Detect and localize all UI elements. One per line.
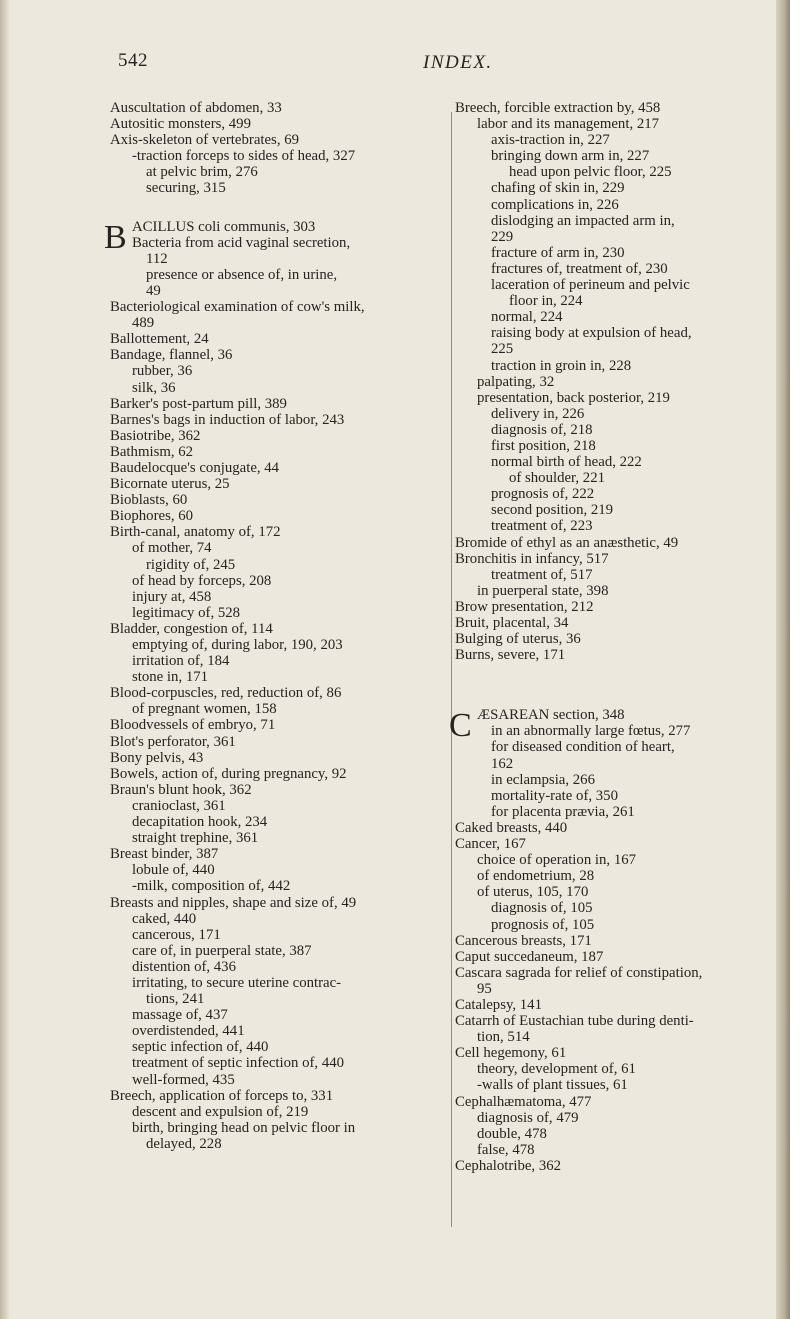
index-column-left xyxy=(104,100,455,1152)
index-entry xyxy=(455,981,790,997)
index-entry-text: traction in groin in, 228 xyxy=(491,357,632,374)
index-entry-text: laceration of perineum and pelvic xyxy=(491,277,690,294)
index-entry xyxy=(110,1104,455,1120)
index-entry xyxy=(455,116,790,132)
index-entry-text: Bathmism, 62 xyxy=(110,443,194,460)
index-entry xyxy=(110,540,455,556)
index-entry-text: Caput succedaneum, 187 xyxy=(455,948,604,965)
index-entry xyxy=(455,518,790,534)
index-entry xyxy=(110,959,455,975)
index-entry xyxy=(110,637,455,653)
index-entry-text: Brow presentation, 212 xyxy=(455,598,594,615)
index-entry-text: cranioclast, 361 xyxy=(132,797,226,814)
index-entry-text: Breasts and nipples, shape and size of, 49 xyxy=(110,894,357,911)
index-entry-text: Bowels, action of, during pregnancy, 92 xyxy=(110,765,347,782)
index-entry xyxy=(110,862,455,878)
index-entry xyxy=(110,782,455,798)
index-entry-text: labor and its management, 217 xyxy=(477,116,660,133)
index-entry xyxy=(455,1029,790,1045)
index-entry xyxy=(455,1110,790,1126)
index-entry-text: Catalepsy, 141 xyxy=(455,996,542,1013)
index-entry xyxy=(455,390,790,406)
index-entry-text: injury at, 458 xyxy=(132,588,212,605)
index-entry xyxy=(455,933,790,949)
index-entry-text: Bladder, congestion of, 114 xyxy=(110,620,273,637)
index-entry xyxy=(110,589,455,605)
index-entry-text: treatment of septic infection of, 440 xyxy=(132,1055,345,1072)
index-entry-text: descent and expulsion of, 219 xyxy=(132,1103,309,1120)
index-entry-text: Bandage, flannel, 36 xyxy=(110,347,233,364)
index-entry xyxy=(110,100,455,116)
index-entry-text: Breast binder, 387 xyxy=(110,846,219,863)
index-entry xyxy=(455,100,790,116)
index-entry xyxy=(455,438,790,454)
index-entry xyxy=(110,331,455,347)
index-entry xyxy=(455,1126,790,1142)
index-entry-text: Bioblasts, 60 xyxy=(110,492,188,509)
index-entry-text: overdistended, 441 xyxy=(132,1023,245,1040)
index-entry-text: Cell hegemony, 61 xyxy=(455,1045,567,1062)
index-entry-text: Cancer, 167 xyxy=(455,836,526,853)
index-entry xyxy=(110,396,455,412)
index-entry-text: Cancerous breasts, 171 xyxy=(455,932,592,949)
running-head: INDEX. xyxy=(423,52,493,73)
index-entry-text: of shoulder, 221 xyxy=(509,470,605,487)
index-entry xyxy=(455,723,790,739)
index-entry-text: Bicornate uterus, 25 xyxy=(110,476,230,493)
index-entry-text: Breech, forcible extraction by, 458 xyxy=(455,100,661,116)
index-entry-text: irritation of, 184 xyxy=(132,653,230,670)
index-entry-text: Barnes's bags in induction of labor, 243 xyxy=(110,411,345,428)
index-entry-text: Baudelocque's conjugate, 44 xyxy=(110,459,280,476)
index-entry xyxy=(110,669,455,685)
drop-cap-letter: C xyxy=(449,707,472,745)
index-entry xyxy=(110,1136,455,1152)
index-entry-text: Cephalotribe, 362 xyxy=(455,1157,562,1174)
index-entry xyxy=(110,347,455,363)
index-entry xyxy=(455,309,790,325)
index-entry-text: Cephalhæmatoma, 477 xyxy=(455,1093,592,1110)
index-entry-text: in an abnormally large fœtus, 277 xyxy=(491,723,691,740)
index-entry xyxy=(455,739,790,755)
index-entry xyxy=(455,583,790,599)
index-entry-text: presentation, back posterior, 219 xyxy=(477,389,670,406)
index-entry xyxy=(110,116,455,132)
index-entry-text: bringing down arm in, 227 xyxy=(491,148,650,165)
index-entry-text: raising body at expulsion of head, xyxy=(491,325,692,342)
index-entry-text: -walls of plant tissues, 61 xyxy=(477,1077,628,1094)
index-entry-text: head upon pelvic floor, 225 xyxy=(509,164,672,181)
index-entry xyxy=(455,615,790,631)
index-entry-text: tions, 241 xyxy=(146,991,205,1008)
index-entry xyxy=(455,852,790,868)
index-entry xyxy=(455,804,790,820)
index-entry-text: Breech, application of forceps to, 331 xyxy=(110,1087,334,1104)
index-entry xyxy=(110,508,455,524)
index-entry-text: chafing of skin in, 229 xyxy=(491,180,625,197)
index-entry xyxy=(455,1061,790,1077)
index-entry xyxy=(455,261,790,277)
index-entry-text: 95 xyxy=(477,980,492,997)
index-entry xyxy=(110,701,455,717)
index-entry xyxy=(455,164,790,180)
index-entry xyxy=(455,868,790,884)
index-entry-text: 489 xyxy=(132,315,155,332)
index-entry xyxy=(455,1045,790,1061)
index-entry xyxy=(110,557,455,573)
index-entry-text: Burns, severe, 171 xyxy=(455,647,566,664)
index-entry xyxy=(455,788,790,804)
index-entry-text: Caked breasts, 440 xyxy=(455,819,568,836)
index-entry-text: Autositic monsters, 499 xyxy=(110,116,251,133)
index-entry xyxy=(455,132,790,148)
index-entry-text: legitimacy of, 528 xyxy=(132,604,241,621)
index-entry xyxy=(110,1007,455,1023)
index-entry xyxy=(110,267,455,283)
index-entry xyxy=(455,197,790,213)
index-entry-text: Barker's post-partum pill, 389 xyxy=(110,395,287,412)
index-entry-text: Bloodvessels of embryo, 71 xyxy=(110,717,276,734)
index-entry-text: birth, bringing head on pelvic floor in xyxy=(132,1119,356,1136)
index-entry-text: floor in, 224 xyxy=(509,293,583,310)
index-entry-text: caked, 440 xyxy=(132,910,197,927)
index-entry-text: rubber, 36 xyxy=(132,363,193,380)
index-entry xyxy=(455,486,790,502)
index-entry xyxy=(110,460,455,476)
index-entry-text: Ballottement, 24 xyxy=(110,331,209,348)
index-entry xyxy=(455,599,790,615)
index-entry-text: well-formed, 435 xyxy=(132,1071,235,1088)
index-entry-text: Bulging of uterus, 36 xyxy=(455,631,581,648)
index-entry-text: dislodging an impacted arm in, xyxy=(491,212,675,229)
index-entry xyxy=(110,251,455,267)
index-entry xyxy=(110,975,455,991)
index-entry-text: irritating, to secure uterine contrac- xyxy=(132,974,342,991)
index-entry xyxy=(455,900,790,916)
page-gutter-shadow xyxy=(0,0,10,1319)
index-entry-text: tion, 514 xyxy=(477,1029,530,1046)
index-entry-text: in eclampsia, 266 xyxy=(491,771,595,788)
index-entry-text: 49 xyxy=(146,282,161,299)
index-entry-text: of endometrium, 28 xyxy=(477,868,595,885)
index-entry xyxy=(110,148,455,164)
index-entry xyxy=(455,820,790,836)
index-entry-text: normal, 224 xyxy=(491,309,563,326)
index-entry xyxy=(110,363,455,379)
index-entry-text: prognosis of, 222 xyxy=(491,486,595,503)
index-entry-text: Cascara sagrada for relief of constipation, xyxy=(455,964,703,981)
index-entry xyxy=(110,1023,455,1039)
index-entry xyxy=(455,997,790,1013)
index-entry-text: straight trephine, 361 xyxy=(132,830,259,847)
index-entry xyxy=(110,1039,455,1055)
index-entry xyxy=(455,213,790,229)
index-entry-text: axis-traction in, 227 xyxy=(491,132,610,149)
index-entry xyxy=(110,299,455,315)
index-entry-text: complications in, 226 xyxy=(491,196,619,213)
index-entry-text: -milk, composition of, 442 xyxy=(132,878,291,895)
index-entry xyxy=(110,283,455,299)
index-entry-text: Auscultation of abdomen, 33 xyxy=(110,100,282,116)
index-entry xyxy=(455,245,790,261)
index-entry xyxy=(455,884,790,900)
index-entry-text: Bacteria from acid vaginal secretion, xyxy=(132,234,351,251)
index-entry-text: normal birth of head, 222 xyxy=(491,454,642,471)
index-entry-text: -traction forceps to sides of head, 327 xyxy=(132,148,356,165)
index-entry-text: Axis-skeleton of vertebrates, 69 xyxy=(110,132,300,149)
index-entry-text: ÆSAREAN section, 348 xyxy=(477,707,625,724)
index-entry-text: second position, 219 xyxy=(491,502,614,519)
index-entry-text: Bony pelvis, 43 xyxy=(110,749,204,766)
index-entry xyxy=(455,647,790,663)
index-entry xyxy=(110,235,455,251)
index-entry xyxy=(110,685,455,701)
index-entry xyxy=(110,814,455,830)
index-entry-text: Biophores, 60 xyxy=(110,508,194,525)
index-entry-text: Bronchitis in infancy, 517 xyxy=(455,550,609,567)
index-entry xyxy=(110,943,455,959)
index-entry xyxy=(455,277,790,293)
index-entry xyxy=(455,422,790,438)
index-entry-text: distention of, 436 xyxy=(132,958,236,975)
index-entry-text: in puerperal state, 398 xyxy=(477,582,609,599)
index-entry-text: double, 478 xyxy=(477,1125,547,1142)
index-entry-text: fractures of, treatment of, 230 xyxy=(491,260,668,277)
index-entry xyxy=(455,631,790,647)
index-entry-text: at pelvic brim, 276 xyxy=(146,164,258,181)
index-entry-text: ACILLUS coli communis, 303 xyxy=(132,218,316,235)
index-entry xyxy=(110,750,455,766)
index-entry xyxy=(455,325,790,341)
index-entry-text: 225 xyxy=(491,341,514,358)
index-entry-text: mortality-rate of, 350 xyxy=(491,787,618,804)
page-header xyxy=(0,50,790,80)
index-entry-text: silk, 36 xyxy=(132,379,176,396)
index-entry-text: 112 xyxy=(146,250,168,267)
index-entry-text: diagnosis of, 218 xyxy=(491,421,593,438)
index-entry-text: care of, in puerperal state, 387 xyxy=(132,942,312,959)
index-entry xyxy=(110,830,455,846)
index-entry xyxy=(455,535,790,551)
index-entry xyxy=(110,1120,455,1136)
index-entry xyxy=(455,965,790,981)
index-entry-text: of head by forceps, 208 xyxy=(132,572,272,589)
index-entry xyxy=(110,1072,455,1088)
index-entry xyxy=(110,492,455,508)
index-entry xyxy=(455,1158,790,1174)
index-entry-text: Bacteriological examination of cow's milk, xyxy=(110,299,365,316)
section-gap xyxy=(110,197,455,219)
index-entry xyxy=(455,1077,790,1093)
index-entry-text: Bromide of ethyl as an anæsthetic, 49 xyxy=(455,534,679,551)
index-entry xyxy=(455,551,790,567)
index-entry xyxy=(110,428,455,444)
drop-cap-letter: B xyxy=(104,218,127,256)
index-entry-text: treatment of, 517 xyxy=(491,566,593,583)
index-entry-text: rigidity of, 245 xyxy=(146,556,236,573)
index-entry xyxy=(110,991,455,1007)
index-entry-text: Birth-canal, anatomy of, 172 xyxy=(110,524,281,541)
index-entry-text: 229 xyxy=(491,228,514,245)
index-entry-text: Braun's blunt hook, 362 xyxy=(110,781,252,798)
index-entry xyxy=(110,734,455,750)
index-entry xyxy=(110,412,455,428)
index-entry xyxy=(455,293,790,309)
index-entry xyxy=(110,653,455,669)
index-entry-text: septic infection of, 440 xyxy=(132,1039,269,1056)
section-gap xyxy=(455,685,790,707)
index-entry-text: diagnosis of, 105 xyxy=(491,900,593,917)
index-entry-text: 162 xyxy=(491,755,514,772)
index-entry xyxy=(110,605,455,621)
index-entry xyxy=(110,444,455,460)
index-entry xyxy=(110,911,455,927)
index-entry-text: Blot's perforator, 361 xyxy=(110,733,236,750)
index-entry-text: stone in, 171 xyxy=(132,669,209,686)
index-entry-text: presence or absence of, in urine, xyxy=(146,266,338,283)
index-entry-text: Bruit, placental, 34 xyxy=(455,615,569,631)
index-entry-text: Catarrh of Eustachian tube during denti- xyxy=(455,1013,694,1030)
index-entry xyxy=(110,132,455,148)
index-entry-text: decapitation hook, 234 xyxy=(132,814,268,831)
index-entry xyxy=(110,717,455,733)
index-entry xyxy=(455,148,790,164)
index-entry xyxy=(110,878,455,894)
index-entry xyxy=(455,180,790,196)
index-entry xyxy=(455,756,790,772)
index-entry-text: diagnosis of, 479 xyxy=(477,1109,579,1126)
index-entry xyxy=(455,1094,790,1110)
index-entry xyxy=(455,454,790,470)
index-entry xyxy=(110,1088,455,1104)
index-entry-text: massage of, 437 xyxy=(132,1007,228,1024)
index-entry xyxy=(110,476,455,492)
index-entry-text: delivery in, 226 xyxy=(491,405,585,422)
index-entry-text: choice of operation in, 167 xyxy=(477,852,637,869)
index-entry xyxy=(455,358,790,374)
index-entry xyxy=(455,229,790,245)
index-entry-text: emptying of, during labor, 190, 203 xyxy=(132,637,343,653)
index-entry-text: lobule of, 440 xyxy=(132,862,215,879)
index-entry xyxy=(455,836,790,852)
index-entry-text: of mother, 74 xyxy=(132,540,212,557)
index-entry-text: Blood-corpuscles, red, reduction of, 86 xyxy=(110,685,342,702)
index-entry xyxy=(455,1013,790,1029)
index-entry xyxy=(455,1142,790,1158)
index-column-right xyxy=(449,100,790,1174)
index-entry xyxy=(110,895,455,911)
index-entry-text: delayed, 228 xyxy=(146,1135,222,1152)
index-entry-text: Basiotribe, 362 xyxy=(110,427,201,444)
index-entry-text: for diseased condition of heart, xyxy=(491,739,675,756)
column-divider xyxy=(451,112,452,1227)
index-entry-text: of uterus, 105, 170 xyxy=(477,884,589,901)
index-entry xyxy=(110,846,455,862)
index-entry xyxy=(110,573,455,589)
index-entry xyxy=(455,341,790,357)
index-entry-text: false, 478 xyxy=(477,1141,535,1158)
index-entry xyxy=(110,621,455,637)
index-entry-text: fracture of arm in, 230 xyxy=(491,244,625,261)
index-entry-text: theory, development of, 61 xyxy=(477,1061,636,1078)
index-entry xyxy=(455,470,790,486)
index-entry xyxy=(110,927,455,943)
index-entry-text: first position, 218 xyxy=(491,437,596,454)
index-entry-text: securing, 315 xyxy=(146,180,226,197)
page-number: 542 xyxy=(118,50,148,71)
index-entry-text: prognosis of, 105 xyxy=(491,916,595,933)
index-entry xyxy=(110,380,455,396)
index-entry-text: of pregnant women, 158 xyxy=(132,701,277,718)
index-entry-text: palpating, 32 xyxy=(477,373,555,390)
index-entry xyxy=(110,766,455,782)
index-entry-text: cancerous, 171 xyxy=(132,926,221,943)
index-entry xyxy=(110,164,455,180)
index-entry-text: for placenta prævia, 261 xyxy=(491,803,635,820)
index-entry xyxy=(110,180,455,196)
index-entry xyxy=(455,772,790,788)
index-entry xyxy=(455,567,790,583)
index-entry xyxy=(455,406,790,422)
index-entry xyxy=(455,917,790,933)
index-entry xyxy=(110,1055,455,1071)
index-entry xyxy=(455,374,790,390)
index-entry xyxy=(110,524,455,540)
index-entry xyxy=(455,949,790,965)
index-entry xyxy=(110,798,455,814)
index-entry xyxy=(110,315,455,331)
index-entry xyxy=(455,502,790,518)
section-gap xyxy=(455,663,790,685)
index-entry-text: treatment of, 223 xyxy=(491,518,593,535)
